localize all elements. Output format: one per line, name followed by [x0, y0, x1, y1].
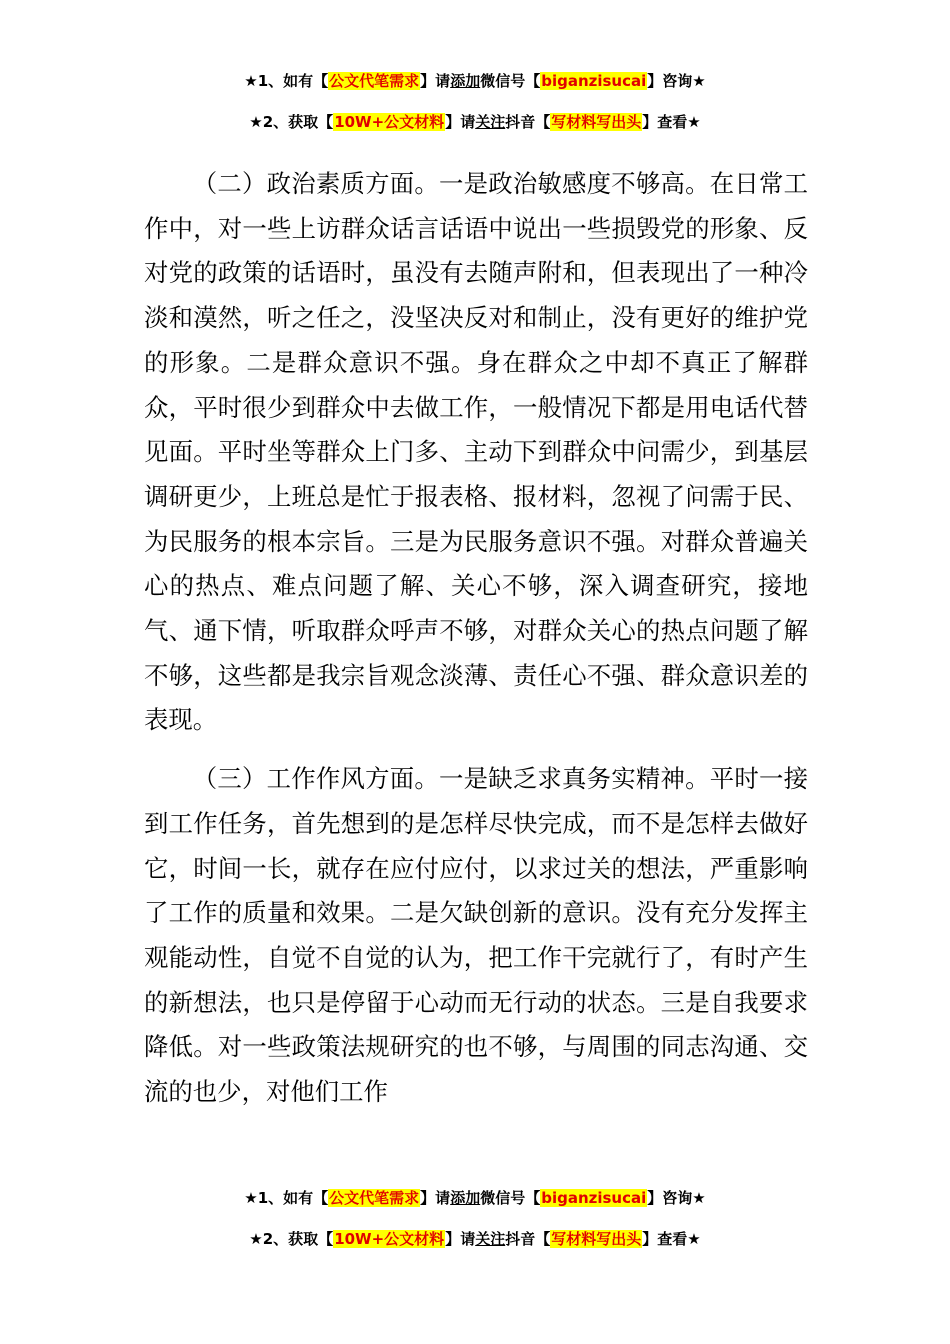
banner-text: 】请: [420, 1189, 451, 1207]
highlight-wechat-id: biganzisucai: [541, 1189, 647, 1207]
paragraph-political-quality: （二）政治素质方面。一是政治敏感度不够高。在日常工作中，对一些上访群众话言话语中说出一些损毁党的形象、反对党的政策的话语时，虽没有去随声附和，但表现出了一种冷淡和漠然，听之任之，没坚决反对和制止，没有更好的维护党的形象。二是群众意识不强。身在群众之中却不真正了解群众，平时很少到群众中去做工作，一般情况下都是用电话代替见面。平时坐等群众上门多、主动下到群众中问需少，到基层调研更少，上班总是忙于报表格、报材料，忽视了问需于民、为民服务的根本宗旨。三是为民服务意识不强。对群众普遍关心的热点、难点问题了解、关心不够，深入调查研究，接地气、通下情，听取群众呼声不够，对群众关心的热点问题了解不够，这些都是我宗旨观念淡薄、责任心不强、群众意识差的表现。: [144, 169, 808, 735]
banner-text: 】请: [445, 113, 476, 131]
paragraph-work-style: （三）工作作风方面。一是缺乏求真务实精神。平时一接到工作任务，首先想到的是怎样尽快完成，而不是怎样去做好它，时间一长，就存在应付应付，以求过关的想法，严重影响了工作的质量和效果。二是欠缺创新的意识。没有充分发挥主观能动性，自觉不自觉的认为，把工作干完就行了，有时产生的新想法，也只是停留于心动而无行动的状态。三是自我要求降低。对一些政策法规研究的也不够，与周围的同志沟通、交流的也少，对他们工作: [144, 764, 808, 1107]
highlight-douyin-account: 写材料写出头: [551, 113, 642, 131]
banner-text: 】查看★: [642, 113, 701, 131]
banner-text: 微信号【: [480, 72, 541, 90]
footer-banner-line-1: [0, 1187, 950, 1209]
banner-text: 抖音【: [505, 1230, 551, 1248]
banner-text: 微信号【: [480, 1189, 541, 1207]
highlight-materials: 10W+公文材料: [334, 1230, 445, 1248]
footer-banner-line-2: [0, 1228, 950, 1250]
banner-text: ★2、获取【: [249, 113, 334, 131]
header-banner-line-1: [0, 70, 950, 92]
banner-text: 抖音【: [505, 113, 551, 131]
underlined-text: 关注: [475, 113, 506, 131]
underlined-text: 关注: [475, 1230, 506, 1248]
banner-text: ★1、如有【: [244, 1189, 329, 1207]
banner-text: 】咨询★: [647, 72, 706, 90]
highlight-wechat-id: biganzisucai: [541, 72, 647, 90]
banner-text: 】请: [445, 1230, 476, 1248]
highlight-service: 公文代笔需求: [329, 72, 420, 90]
highlight-douyin-account: 写材料写出头: [551, 1230, 642, 1248]
underlined-text: 添加: [450, 72, 481, 90]
banner-text: ★2、获取【: [249, 1230, 334, 1248]
document-body: [144, 162, 808, 1129]
underlined-text: 添加: [450, 1189, 481, 1207]
header-banner-line-2: [0, 111, 950, 133]
highlight-materials: 10W+公文材料: [334, 113, 445, 131]
banner-text: 】咨询★: [647, 1189, 706, 1207]
banner-text: 】请: [420, 72, 451, 90]
banner-text: 】查看★: [642, 1230, 701, 1248]
highlight-service: 公文代笔需求: [329, 1189, 420, 1207]
banner-text: ★1、如有【: [244, 72, 329, 90]
